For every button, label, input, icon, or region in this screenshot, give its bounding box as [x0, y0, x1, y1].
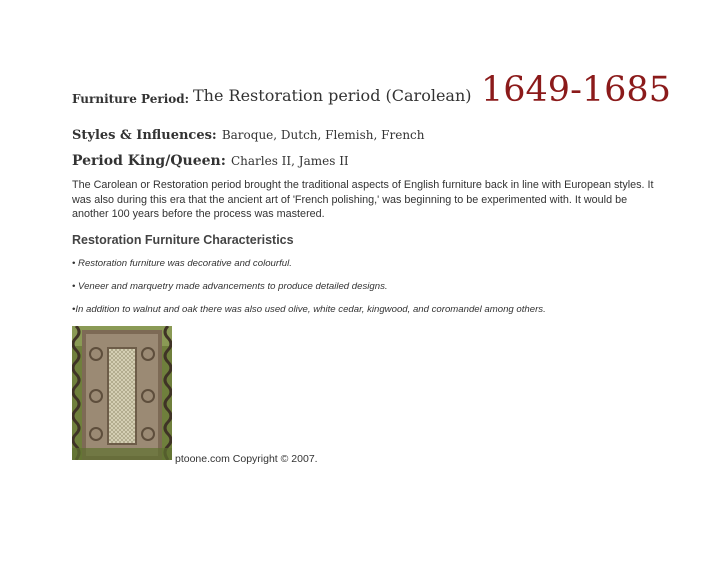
- characteristic-bullet: • Veneer and marquetry made advancements to produce detailed designs.: [72, 281, 388, 292]
- photo-caption: ptoone.com Copyright © 2007.: [175, 453, 318, 465]
- monarch-label: Period King/Queen:: [72, 153, 226, 169]
- characteristics-heading: Restoration Furniture Characteristics: [72, 233, 294, 247]
- period-monarch: [72, 150, 349, 169]
- styles-label: Styles & Influences:: [72, 128, 217, 143]
- characteristic-bullet: •In addition to walnut and oak there was also used olive, white cedar, kingwood, and coromandel among others.: [72, 304, 546, 315]
- period-years: 1649-1685: [481, 70, 671, 110]
- styles-influences: [72, 124, 425, 143]
- period-name: The Restoration period (Carolean): [193, 86, 472, 105]
- styles-value: Baroque, Dutch, Flemish, French: [221, 128, 425, 142]
- intro-paragraph: The Carolean or Restoration period brought the traditional aspects of English furniture back in line with European styles. It was also during this era that the ancient art of 'French polishing,' was beginning to be experimented with. It would be another 100 years before the process was mastered.: [72, 179, 654, 221]
- period-label: Furniture Period:: [72, 92, 190, 106]
- title-row: [72, 70, 672, 114]
- characteristic-bullet: • Restoration furniture was decorative and colourful.: [72, 258, 292, 269]
- chair-back-photo: [72, 326, 172, 460]
- monarch-value: Charles II, James II: [230, 154, 349, 168]
